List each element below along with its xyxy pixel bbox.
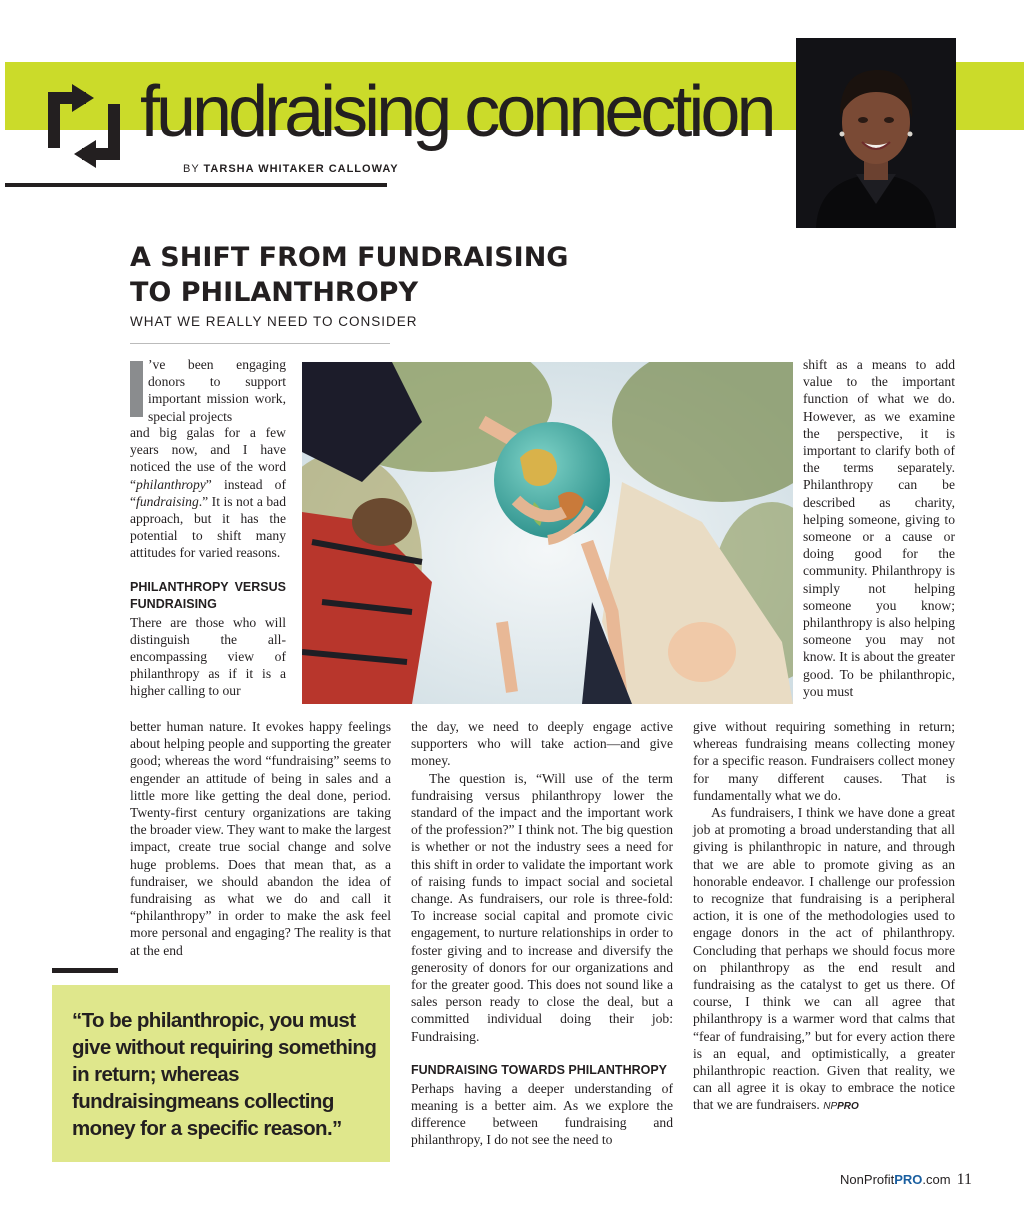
pull-quote-text: “To be philanthropic, you must give without requiring something in return; whereas fundraisingmeans collecting money for a specific reason.” xyxy=(72,1009,377,1140)
byline xyxy=(183,163,399,175)
pull-quote-rule xyxy=(52,968,118,973)
section-title: fundraising connection xyxy=(140,72,773,152)
col1-narrow-text xyxy=(130,424,286,700)
headline-line-1: A SHIFT FROM FUNDRAISING xyxy=(130,242,569,273)
footer-site-pro: PRO xyxy=(894,1172,923,1187)
subhead-philanthropy-versus-fundraising: PHILANTHROPY VERSUS FUNDRAISING xyxy=(130,579,286,611)
col1-paragraph-1: and big galas for a few years now, and I have noticed the use of the word “philanthropy” instead of “fundraising.” It is not a bad approach, but it has the potential to shift many attitudes for varied reasons. xyxy=(130,425,286,561)
page-number: 11 xyxy=(956,1171,972,1188)
col3-narrow-text: shift as a means to add value to the important function of what we do. However, as we examine the perspective, it is important to clarify both of the terms separately. Philanthropy can be described as charity, helping someone, giving to someone or a cause or doing good for the community. Philanthropy is simply not helping someone you know; philanthropy is also helping someone you may not know. It is about the greater good. To be philanthropic, you must xyxy=(803,357,955,699)
subhead-fundraising-towards-philanthropy: FUNDRAISING TOWARDS PHILANTHROPY xyxy=(411,1062,668,1077)
article-headline xyxy=(130,240,568,310)
col2-paragraph-3: Perhaps having a deeper understanding of meaning is a better aim. As we explore the difference between fundraising and philanthropy, I do not see the need to xyxy=(411,1080,673,1148)
col2-paragraph-2: The question is, “Will use of the term fundraising versus philanthropy lower the standard of the impact and the important work of the profession?” I think not. The big question is whether or not the industry sees a need for this shift in order to validate the important work of raising funds to impact social and societal change. As fundraisers, our role is three-fold: To increase social capital and promote civic engagement, to nurture relationships in order to foster giving and to increase and diversify the generosity of donors for our organizations and for the greater good. This does not sound like a sales person ready to close the deal, but a committed individual doing their job: Fundraising. xyxy=(411,770,673,1044)
col3-wide-text xyxy=(693,718,955,1116)
refresh-arrows-logo-icon xyxy=(42,78,126,174)
col3-paragraph-2: As fundraisers, I think we have done a great job at promoting a broad understanding that all giving is philanthropic in nature, and through that we are able to promote giving as an honorable endeavor. I challenge our profession to recognize that fundraising is a peripheral action, it is one of the methodologies used to engage donors in the act of philanthropy. Concluding that perhaps we should focus more on philanthropy as the end result and fundraising as the catalyst to get us there. Of course, I think we can all agree that philanthropy is a warmer word that calms that “fear of fundraising,” but for every action there is an equal, and optimistically, a greater philanthropic reaction. Given that reality, we can all agree it is okay to embrace the notice that we are fundraisers. NPPRO xyxy=(693,805,955,1113)
col2-paragraph-1: the day, we need to deeply engage active supporters who will take action—and give money. xyxy=(411,719,673,769)
footer-site-prefix: NonProfit xyxy=(840,1172,895,1187)
col2-text xyxy=(411,718,673,1149)
col1-wrap-text: ’ve been engaging donors to support important mission work, special projects xyxy=(148,357,286,424)
page-footer xyxy=(840,1171,972,1189)
article-subhead: WHAT WE REALLY NEED TO CONSIDER xyxy=(130,314,418,329)
byline-prefix: BY xyxy=(183,163,204,175)
globe-hands-photo xyxy=(302,362,793,704)
drop-cap xyxy=(130,361,143,417)
col1-paragraph-2: There are those who will distinguish the all-encompassing view of philanthropy as if it is a higher calling to our xyxy=(130,614,286,699)
footer-site-suffix: .com xyxy=(922,1172,951,1187)
subhead-rule xyxy=(130,343,390,344)
end-mark: NPPRO xyxy=(823,1101,859,1113)
author-name: TARSHA WHITAKER CALLOWAY xyxy=(203,163,399,175)
author-photo xyxy=(796,38,956,228)
col3-paragraph-1: give without requiring something in return; whereas fundraising means collecting money for a specific reason. Fundraisers collect money for many different causes. That is fundamentally what we do. xyxy=(693,719,955,803)
headline-line-2: TO PHILANTHROPY xyxy=(130,277,418,308)
col1-wide-text: better human nature. It evokes happy feelings about helping people and supporting the greater good; whereas the word “fundraising” seems to engender an attitude of being in sales and a little more like getting the deal done, period. Twenty-first century organizations are taking the broader view. They want to make the largest impact, create true social change and solve huge problems. Does that mean that, as a fundraiser, we should abandon the idea of fundraising as what we do and call it “philanthropy” in order to make the ask feel more personal and engaging? The reality is that at the end xyxy=(130,719,391,958)
header-rule xyxy=(5,183,387,187)
